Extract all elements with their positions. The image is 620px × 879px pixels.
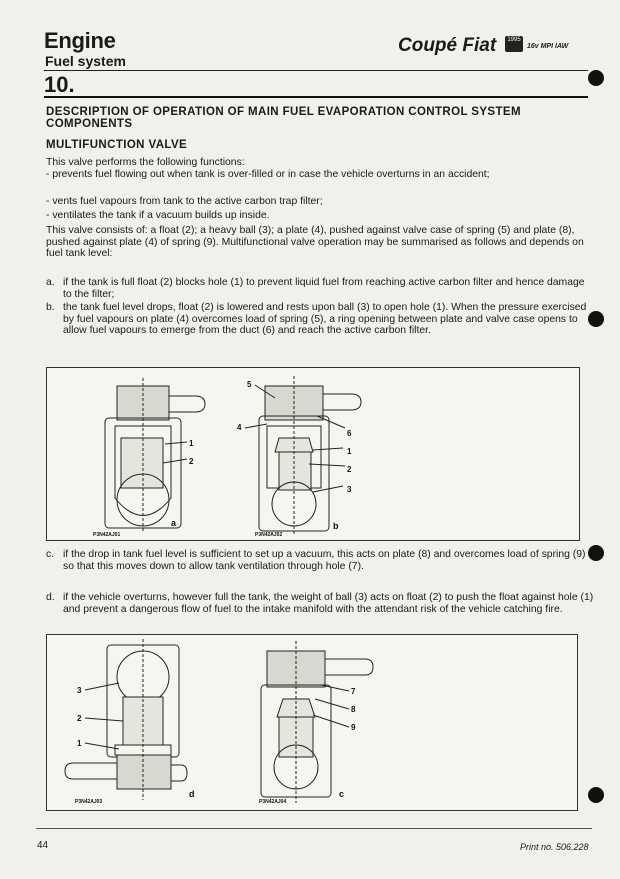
section-heading: DESCRIPTION OF OPERATION OF MAIN FUEL EVAPORATION CONTROL SYSTEM COMPONENTS <box>46 106 521 130</box>
figure-valve-ab <box>46 367 580 541</box>
binder-hole-icon <box>588 311 604 327</box>
figure-valve-cd <box>46 634 578 811</box>
valve-diagram-ab <box>47 368 579 540</box>
subheading: MULTIFUNCTION VALVE <box>46 139 188 151</box>
case-text: if the vehicle overturns, however full the tank, the weight of ball (3) acts on float (2) to push the float against hole (1) and prevent a dangerous flow of fuel to the intake manifold with the attendant risk of the vehicle catching fire. <box>63 592 594 615</box>
callout-label: 5 <box>247 380 252 389</box>
section-number: 10. <box>44 72 75 97</box>
chapter-subtitle: Fuel system <box>45 53 126 69</box>
function-item: - prevents fuel flowing out when tank is over-filled or in case the vehicle overturns in an accident; <box>46 169 490 180</box>
valve-diagram-cd <box>47 635 577 810</box>
callout-label: 1 <box>189 439 194 448</box>
callout-label: 1 <box>347 447 352 456</box>
case-letter: c. <box>46 549 55 560</box>
figure-letter: a <box>171 518 177 528</box>
function-item: - vents fuel vapours from tank to the active carbon trap filter; <box>46 196 323 207</box>
binder-hole-icon <box>588 787 604 803</box>
callout-label: 2 <box>189 457 194 466</box>
case-text: if the tank is full float (2) blocks hole (1) to prevent liquid fuel from reaching active carbon filter and hence damage to the filter; <box>63 277 585 300</box>
brand-name: Coupé Fiat <box>398 35 497 56</box>
model-name: 16v MPI IAW <box>527 43 569 50</box>
case-letter: d. <box>46 592 55 603</box>
callout-label: 1 <box>77 739 82 748</box>
figure-code: P3N42AJ04 <box>259 799 287 805</box>
figure-code: P3N42AJ02 <box>255 532 283 538</box>
figure-code: P3N42AJ03 <box>75 799 103 805</box>
header-rule <box>44 70 588 71</box>
callout-label: 9 <box>351 723 356 732</box>
section-rule <box>44 96 588 98</box>
figure-code: P3N42AJ01 <box>93 532 121 538</box>
callout-label: 6 <box>347 429 352 438</box>
callout-label: 2 <box>77 714 82 723</box>
page-number: 44 <box>37 840 49 851</box>
figure-letter: d <box>189 789 195 799</box>
description-text: This valve consists of: a float (2); a heavy ball (3); a plate (4), pushed against valve case of spring (5) and plate (8), pushed against plate (4) of spring (9). Multifunctional valve operation may be summarised as follows and depends on fuel tank level: <box>46 225 584 259</box>
year-badge: 1995 <box>505 36 523 52</box>
figure-letter: b <box>333 521 339 531</box>
case-letter: a. <box>46 277 55 288</box>
binder-hole-icon <box>588 70 604 86</box>
footer-rule <box>36 828 592 829</box>
chapter-title: Engine <box>44 28 116 53</box>
callout-label: 3 <box>347 485 352 494</box>
case-text: if the drop in tank fuel level is sufficient to set up a vacuum, this acts on plate (8) and overcomes load of spring (9) so that this moves down to allow tank ventilation through hole (7). <box>63 549 586 572</box>
callout-label: 2 <box>347 465 352 474</box>
callout-label: 3 <box>77 686 82 695</box>
print-number: Print no. 506.228 <box>520 842 589 852</box>
callout-label: 8 <box>351 705 356 714</box>
callout-label: 4 <box>237 423 242 432</box>
intro-text: This valve performs the following functions: <box>46 157 245 168</box>
callout-label: 7 <box>351 687 356 696</box>
case-letter: b. <box>46 302 55 313</box>
figure-letter: c <box>339 789 345 799</box>
binder-hole-icon <box>588 545 604 561</box>
function-item: - ventilates the tank if a vacuum builds up inside. <box>46 210 270 221</box>
case-text: the tank fuel level drops, float (2) is lowered and rests upon ball (3) to open hole (1). When the pressure exercised by fuel vapours on plate (4) overcomes load of spring (5), a ring opening between plate and valve case opens to allow fuel vapours to emerge from the duct (6) and reach the active carbon filter. <box>63 302 587 336</box>
